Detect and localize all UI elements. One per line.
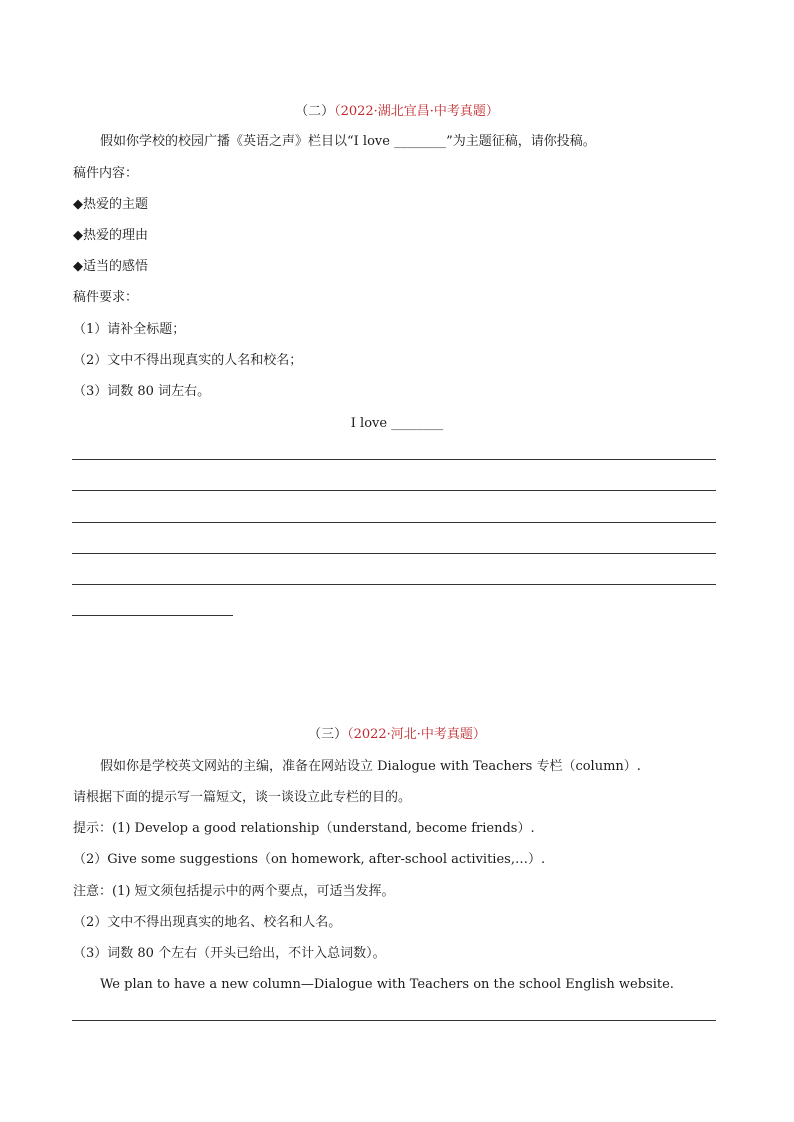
section3-note-2: （2）文中不得出现真实的地名、校名和人名。 xyxy=(73,915,342,930)
section2-bullet-2: ◆热爱的理由 xyxy=(73,228,148,243)
answer-line-7[interactable] xyxy=(72,1020,716,1021)
section3-note-3: （3）词数 80 个左右（开头已给出，不计入总词数）。 xyxy=(73,946,386,961)
answer-line-5[interactable] xyxy=(72,584,716,585)
section2-bullet-3: ◆适当的感悟 xyxy=(73,259,148,274)
answer-line-6[interactable] xyxy=(72,615,233,616)
section3-heading-number: （三） xyxy=(308,727,348,742)
essay-title-line: I love ________ xyxy=(350,416,444,431)
section3-hint-1: 提示：(1) Develop a good relationship（understand, become friends）. xyxy=(73,821,535,836)
section3-prompt-2: 请根据下面的提示写一篇短文，谈一谈设立此专栏的目的。 xyxy=(73,790,412,805)
section3-heading-source: （2022·河北·中考真题） xyxy=(347,727,486,742)
section3-note-1: 注意：(1) 短文须包括提示中的两个要点，可适当发挥。 xyxy=(73,884,395,899)
section2-requirement-3: （3）词数 80 词左右。 xyxy=(73,384,211,399)
answer-line-1[interactable] xyxy=(72,459,716,460)
section2-content-label: 稿件内容： xyxy=(73,166,139,181)
section2-heading-number: （二） xyxy=(295,104,335,119)
section3-heading xyxy=(0,726,794,744)
section2-requirement-1: （1）请补全标题； xyxy=(73,322,186,337)
section2-bullet-1: ◆热爱的主题 xyxy=(73,197,148,212)
section3-hint-2: （2）Give some suggestions（on homework, after-school activities,…）. xyxy=(73,852,546,867)
answer-line-2[interactable] xyxy=(72,490,716,491)
section2-heading-source: （2022·湖北宜昌·中考真题） xyxy=(334,104,499,119)
section3-opening-sentence: We plan to have a new column—Dialogue with Teachers on the school English website. xyxy=(100,977,674,992)
section2-requirement-2: （2）文中不得出现真实的人名和校名； xyxy=(73,353,303,368)
answer-line-4[interactable] xyxy=(72,553,716,554)
section2-heading xyxy=(0,103,794,121)
answer-line-3[interactable] xyxy=(72,522,716,523)
section2-requirements-label: 稿件要求： xyxy=(73,290,139,305)
section3-prompt-1: 假如你是学校英文网站的主编，准备在网站设立 Dialogue with Teachers 专栏（column）. xyxy=(100,759,641,774)
section2-prompt: 假如你学校的校园广播《英语之声》栏目以“I love ________”为主题征稿，请你投稿。 xyxy=(100,134,596,149)
